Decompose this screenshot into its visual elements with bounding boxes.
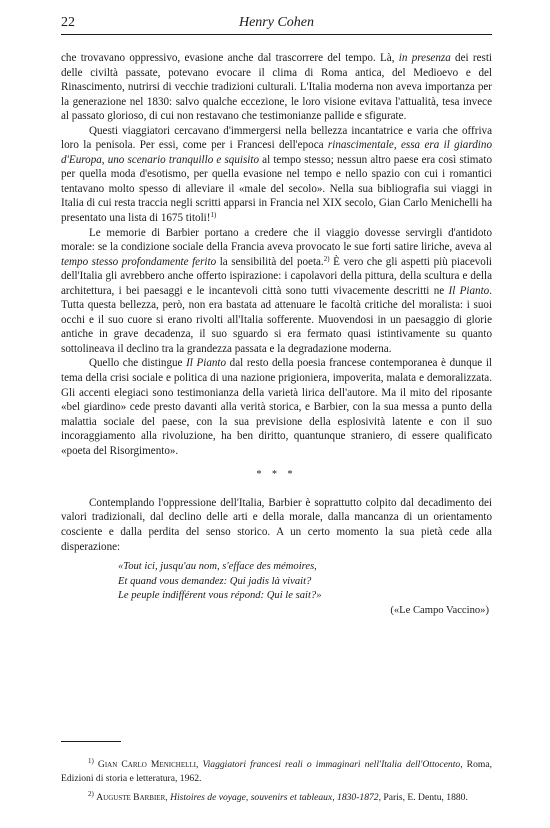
verse-source: («Le Campo Vaccino»): [390, 604, 489, 616]
verse-quotation: [118, 560, 492, 604]
paragraph-5: Contemplando l'oppressione dell'Italia, Barbier è soprattutto colpito dal decadimento dei valori tradizionali, dal declino delle arti e della morale, dalla mancanza di un orientamento cosciente e dalla perdita del senso storico. A un certo momento la sua pietà cede alla disperazione:: [61, 496, 492, 553]
footnote-ref-2: 2): [323, 254, 330, 263]
footnote-rule: [61, 741, 121, 742]
footnote-ref-1: 1): [210, 211, 217, 220]
paragraph-3: Le memorie di Barbier portano a credere che il viaggio dovesse servirgli d'antidoto morale: se la condizione sociale della Francia aveva provocato le sue forti satire liriche, aveva al tempo stesso profondamente ferito la sensibilità del poeta.$^{2)}$ È vero che gli aspetti più piacevoli dell'Italia gli avrebbero anche offerto ispirazione: i capolavori della pittura, della scultura e della architettura, i bei paesaggi e le incantevoli città sono tutti vivacemente descritti ne Il Pianto. Tutta questa bellezza, però, non era bastata ad attenuare le facoltà critiche del moralista: i suoi occhi e il suo cuore si erano rivolti all'Italia sofferente. Muovendosi in un paesaggio di glorie antiche in grave decadenza, il suo sguardo si era fermato quasi istintivamente su quanto sottolineava il declino tra la grandezza passata e la degradazione moderna.: [61, 226, 492, 355]
running-head: Henry Cohen: [238, 15, 315, 30]
header-rule: [61, 34, 492, 35]
paragraph-2: Questi viaggiatori cercavano d'immergersi nella bellezza incantatrice e varia che offriva loro la penisola. Per essi, come per i Francesi dell'epoca rinascimentale, essa era il giardino d'Europa, uno scenario tranquillo e squisito al tempo stesso; nessun altro paese era così stimato per quella moda d'esotismo, per quella evasione nel tempo e nello spazio con cui i romantici tentavano molto spesso di alleviare il «male del secolo». Nella sua bibliografia sui viaggi in Italia di cui resta traccia negli scritti apparsi in Francia nel XIX secolo, Gian Carlo Menichelli ha presentato una lista di 1675 titoli!$^{1)}$: [61, 124, 492, 225]
main-text: [61, 51, 492, 618]
verse-line: «Tout ici, jusqu'au nom, s'efface des mémoires,: [118, 561, 317, 573]
verse-line: Et quand vous demandez: Qui jadis là vivait?: [118, 575, 312, 587]
paragraph-4: Quello che distingue Il Pianto dal resto della poesia francese contemporanea è dunque il tema della crisi sociale e politica di una nazione prigioniera, impoverita, malata e demoralizzata. Gli accenti elegiaci sono testimonianza della varietà lirica dell'autore. Ma il mito del riposante «bel giardino» cede presto davanti alla verità storica, e Barbier, con la sua messa a punto della malattia sociale del paese, con la sua previsione della esplosività latente e con il suo incoraggiamento alla rivoluzione, ha ben diritto, quantunque straniero, di essere qualificato «poeta del Risorgimento».: [61, 357, 492, 457]
section-separator: * * *: [256, 469, 297, 481]
paragraph-1: che trovavano oppressivo, evasione anche dal trascorrere del tempo. Là, in presenza dei resti delle civiltà passate, potevano evocare il clima di Roma antica, del Medioevo e del Rinascimento, nutrirsi di vecchie tradizioni culturali. L'Italia moderna non aveva importanza per la generazione nel 1830: salvo qualche eccezione, le loro visione evitava l'attualità, tesa invece al passato glorioso, di cui non restavano che testimonianze pallide e sfigurate.: [61, 52, 493, 123]
page-number: 22: [61, 15, 75, 30]
verse-line: Le peuple indifférent vous répond: Qui le sait?»: [118, 590, 322, 602]
footnote-1: $^{1)}$ Gian Carlo Menichelli, Viaggiatori francesi reali o immaginari nell'Italia dell'Ottocento, Roma, Edizioni di storia e letteratura, 1962.: [61, 757, 492, 784]
footnotes: [61, 758, 492, 805]
page-header: [61, 12, 492, 34]
footnote-2: $^{2)}$ Auguste Barbier, Histoires de voyage, souvenirs et tableaux, 1830-1872, Paris, E. Dentu, 1880.: [88, 790, 468, 804]
